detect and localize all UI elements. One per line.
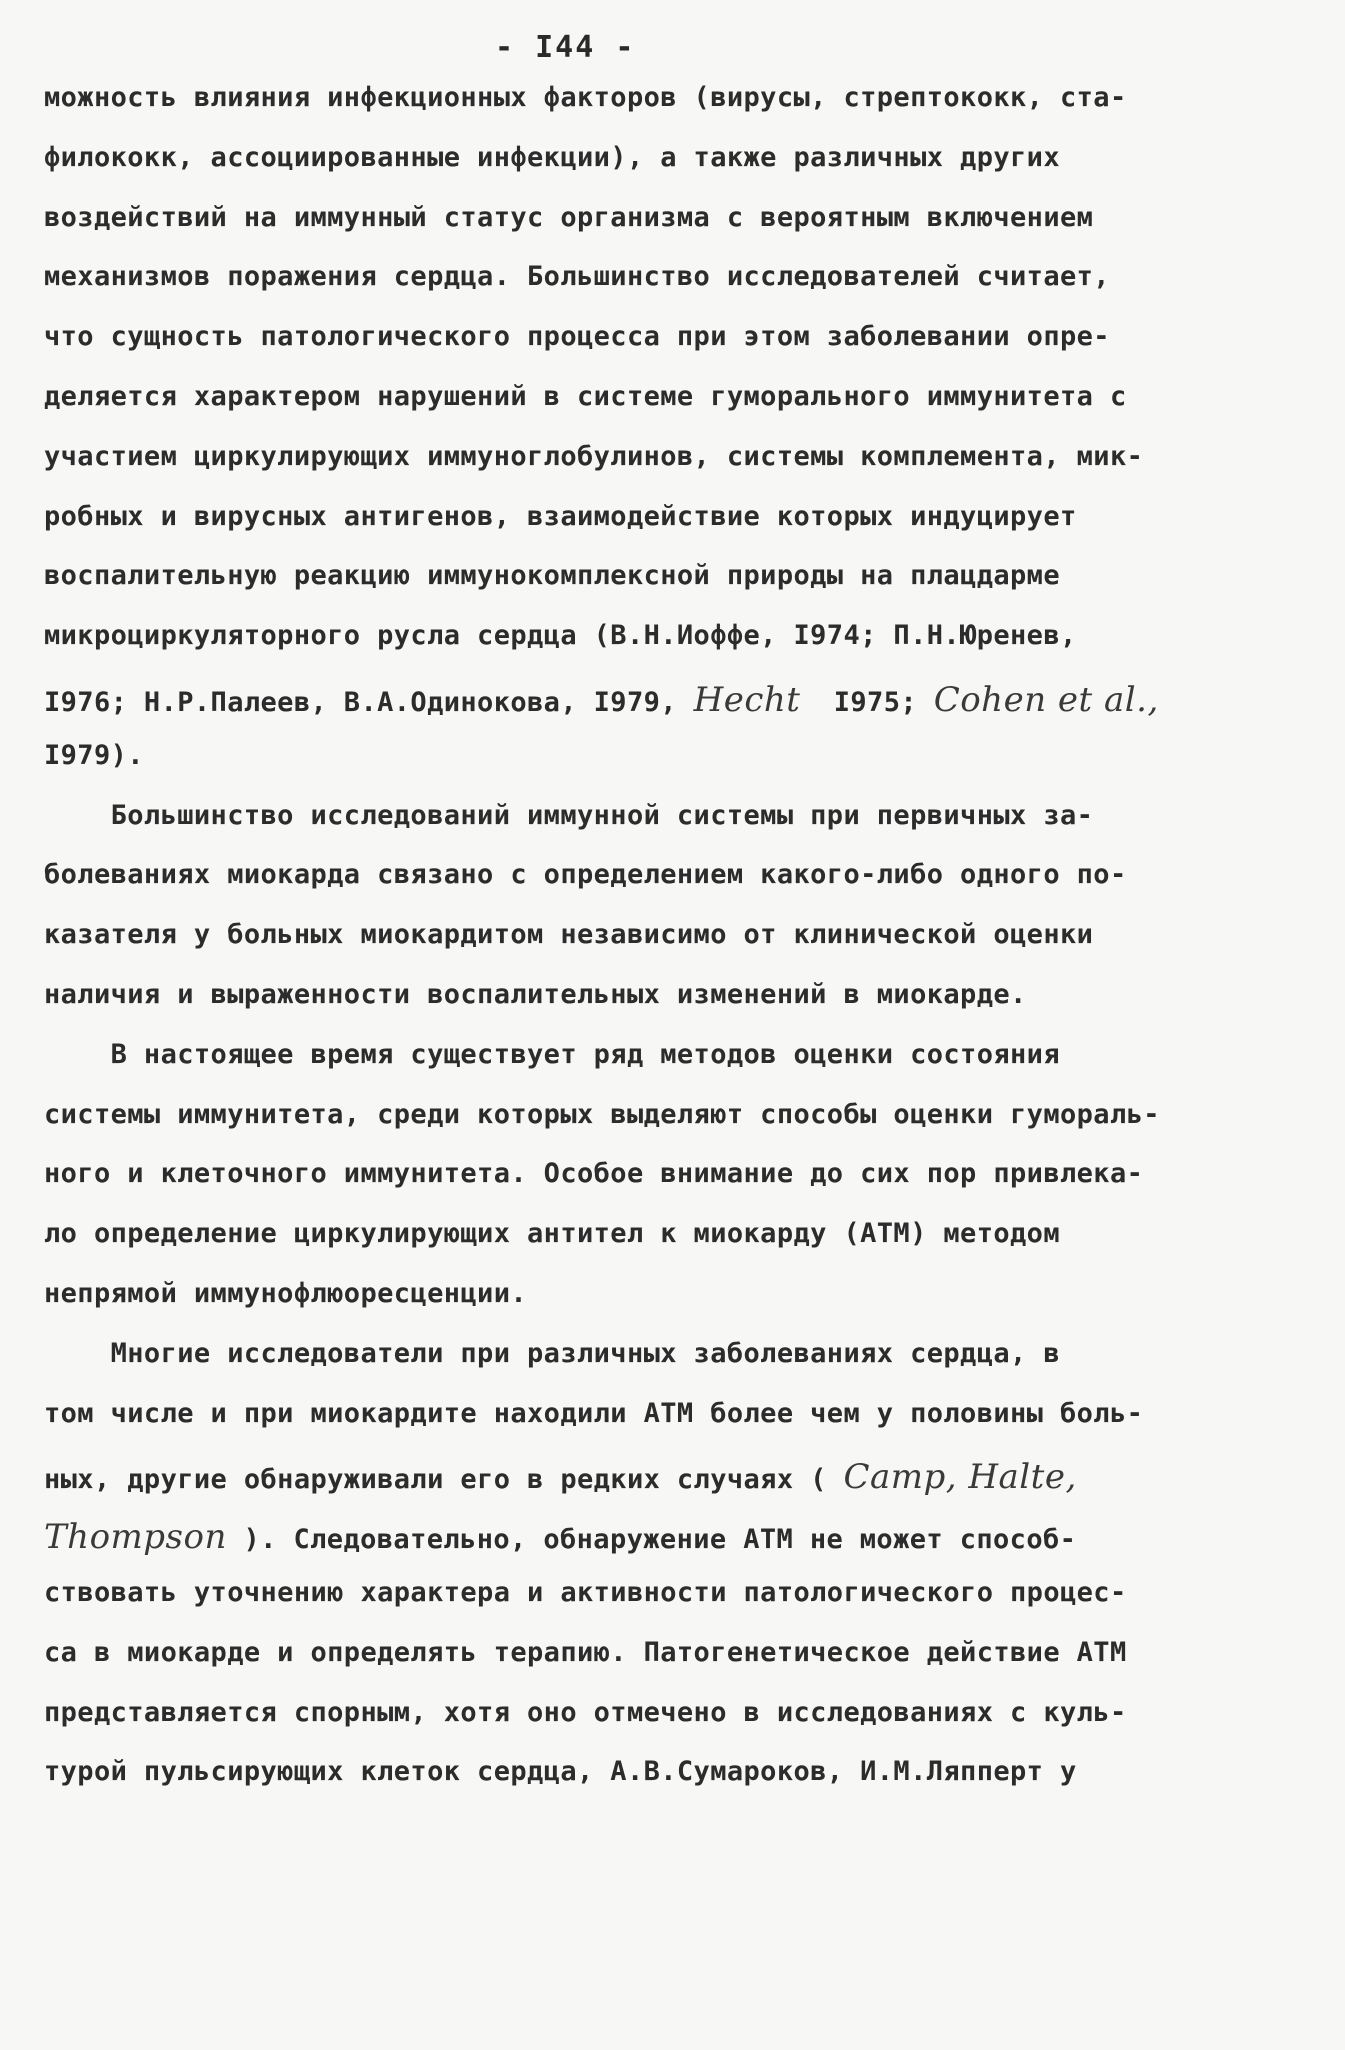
text-line: непрямой иммунофлюоресценции. [44,1278,528,1309]
text-line: филококк, ассоциированные инфекции), а также различных других [44,141,1060,173]
typed-text: ). Следовательно, обнаружение АТМ не может способ- [226,1524,1077,1556]
text-line: казателя у больных миокардитом независимо от клинической оценки [44,919,1094,951]
text-line: I979). [44,739,144,771]
text-line: Большинство исследований иммунной системы при первичных за- [44,799,1094,831]
handwritten-name: Thompson [44,1517,227,1558]
text-line: что сущность патологического процесса при этом заболевании опре- [44,321,1110,353]
text-line: деляется характером нарушений в системе гуморального иммунитета с [44,381,1127,412]
text-line: болеваниях миокарда связано с определением какого-либо одного по- [44,859,1127,891]
text-line: представляется спорным, хотя оно отмечено в исследованиях с куль- [44,1696,1127,1728]
text-line: робных и вирусных антигенов, взаимодействие которых индуцирует [44,500,1077,532]
text-line: механизмов поражения сердца. Большинство исследователей считает, [44,261,1110,293]
text-line: са в миокарде и определять терапию. Патогенетическое действие АТМ [44,1636,1127,1668]
typed-text: I976; Н.Р.Палеев, В.А.Одинокова, I979, [44,687,694,718]
handwritten-name: Cohen et al., [933,680,1159,720]
text-line: том числе и при миокардите находили АТМ более чем у половины боль- [44,1397,1144,1429]
text-line [44,680,1159,720]
text-line: ствовать уточнению характера и активности патологического процес- [44,1577,1127,1608]
text-line: воспалительную реакцию иммунокомплексной природы на плацдарме [44,560,1060,592]
text-line: ного и клеточного иммунитета. Особое внимание до сих пор привлека- [44,1158,1144,1190]
typed-text: ных, другие обнаруживали его в редких случаях ( [44,1464,844,1496]
handwritten-name: Camp, Halte, [843,1457,1077,1498]
text-line: ло определение циркулирующих антител к миокарду (АТМ) методом [44,1218,1060,1250]
text-line [44,1457,1077,1497]
page-number: - I44 - [495,30,636,65]
typed-text: I975; [800,687,934,718]
handwritten-name: Hecht [693,680,801,720]
text-line: В настоящее время существует ряд методов оценки состояния [44,1038,1060,1070]
text-line: микроциркуляторного русла сердца (В.Н.Иоффе, I974; П.Н.Юренев, [44,620,1077,652]
text-line: наличия и выраженности воспалительных изменений в миокарде. [44,979,1027,1010]
text-line: Многие исследователи при различных заболеваниях сердца, в [44,1337,1060,1369]
text-line: системы иммунитета, среди которых выделяют способы оценки гумораль- [44,1098,1160,1130]
text-line: воздействий на иммунный статус организма с вероятным включением [44,201,1094,233]
text-line: турой пульсирующих клеток сердца, А.В.Сумароков, И.М.Ляпперт у [44,1756,1077,1788]
text-line [44,1517,1076,1557]
text-line: можность влияния инфекционных факторов (вирусы, стрептококк, ста- [44,82,1127,113]
text-line: участием циркулирующих иммуноглобулинов, системы комплемента, мик- [44,440,1144,472]
